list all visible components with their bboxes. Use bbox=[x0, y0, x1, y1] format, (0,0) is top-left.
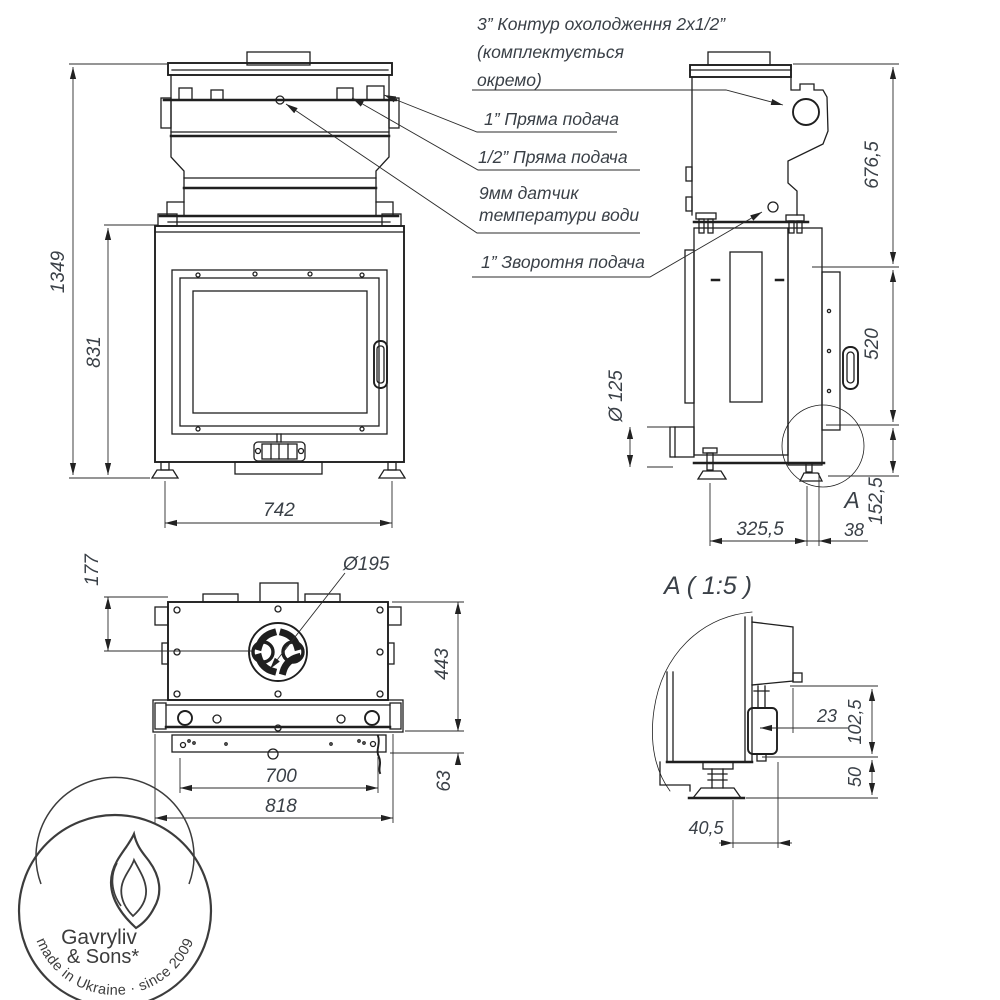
side-slot bbox=[730, 252, 762, 402]
detail-marker-a: A bbox=[844, 487, 860, 513]
sensor-label-line2: температури води bbox=[479, 205, 640, 225]
logo-tagline-text: made in Ukraine · since 2009 bbox=[32, 935, 198, 999]
dimension-labels bbox=[48, 141, 887, 838]
air-intake-pipe bbox=[670, 427, 694, 457]
door-frame bbox=[172, 270, 387, 434]
sensor-label-line1: 9мм датчик bbox=[479, 183, 579, 203]
supply-fitting-half bbox=[337, 88, 353, 100]
dim-base-height: 152,5 bbox=[866, 477, 887, 525]
return-port bbox=[768, 202, 778, 212]
dim-total-width: 818 bbox=[265, 796, 297, 817]
detail-a-title: A ( 1:5 ) bbox=[664, 572, 752, 600]
direct-supply-1in-label: 1” Пряма подача bbox=[484, 109, 619, 129]
left-foot-front bbox=[152, 470, 178, 478]
dim-firebox-height-front: 831 bbox=[84, 336, 105, 368]
supply-fitting-1in bbox=[367, 86, 384, 100]
lower-strip-top bbox=[172, 735, 386, 752]
chimney-stub-side bbox=[708, 52, 770, 65]
cooling-coil-port bbox=[793, 99, 819, 125]
cooling-label-line2: (комплектується bbox=[477, 42, 625, 62]
door-glass bbox=[193, 291, 367, 413]
detail-a-circle bbox=[782, 405, 864, 487]
dim-flue-offset: 177 bbox=[82, 554, 103, 586]
hx-side-profile bbox=[788, 77, 828, 215]
dim-bracket-width: 23 bbox=[816, 706, 838, 726]
dim-foot-height: 50 bbox=[845, 766, 865, 788]
dim-flue-diameter: Ø195 bbox=[343, 554, 390, 575]
logo-name-line2: & Sons* bbox=[66, 946, 140, 968]
detail-a-view bbox=[652, 612, 802, 798]
firebox-side bbox=[694, 228, 788, 455]
dim-total-height: 1349 bbox=[48, 250, 69, 294]
cooling-label-line3: окремо) bbox=[477, 70, 542, 90]
dim-front-offset: 38 bbox=[843, 520, 865, 540]
dim-body-depth: 443 bbox=[432, 648, 453, 680]
door-handle-front bbox=[374, 341, 387, 388]
dim-feet-width: 742 bbox=[263, 500, 295, 521]
right-foot-front bbox=[379, 470, 405, 478]
dimension-lines bbox=[69, 64, 899, 848]
front-view bbox=[152, 52, 405, 478]
return-supply-label: 1” Зворотня подача bbox=[481, 252, 645, 272]
dim-foot-offset: 40,5 bbox=[688, 818, 724, 838]
dim-hx-height: 676,5 bbox=[862, 141, 883, 189]
bottom-strip-front bbox=[235, 462, 322, 474]
dim-intake-diameter: Ø 125 bbox=[606, 370, 627, 422]
flame-icon bbox=[111, 834, 159, 928]
cooling-label-line1: 3” Контур охолодження 2х1/2” bbox=[477, 14, 726, 34]
dim-bracket-height: 102,5 bbox=[845, 699, 865, 745]
logo-name-line1: Gavryliv bbox=[61, 926, 137, 949]
dim-feet-depth: 325,5 bbox=[736, 519, 784, 540]
detail-foot bbox=[693, 788, 741, 798]
direct-supply-half-label: 1/2” Пряма подача bbox=[478, 147, 628, 167]
rear-foot-side bbox=[698, 471, 726, 479]
dim-firebox-height-side: 520 bbox=[862, 328, 883, 360]
flue-opening bbox=[249, 623, 307, 681]
dim-front-strip-depth: 63 bbox=[434, 770, 455, 792]
side-view bbox=[670, 52, 864, 487]
chimney-stub-top bbox=[260, 583, 298, 602]
brand-logo bbox=[19, 777, 211, 1000]
top-view bbox=[153, 583, 403, 773]
logo-outer-circle bbox=[19, 815, 211, 1000]
dim-inner-width: 700 bbox=[265, 766, 297, 787]
